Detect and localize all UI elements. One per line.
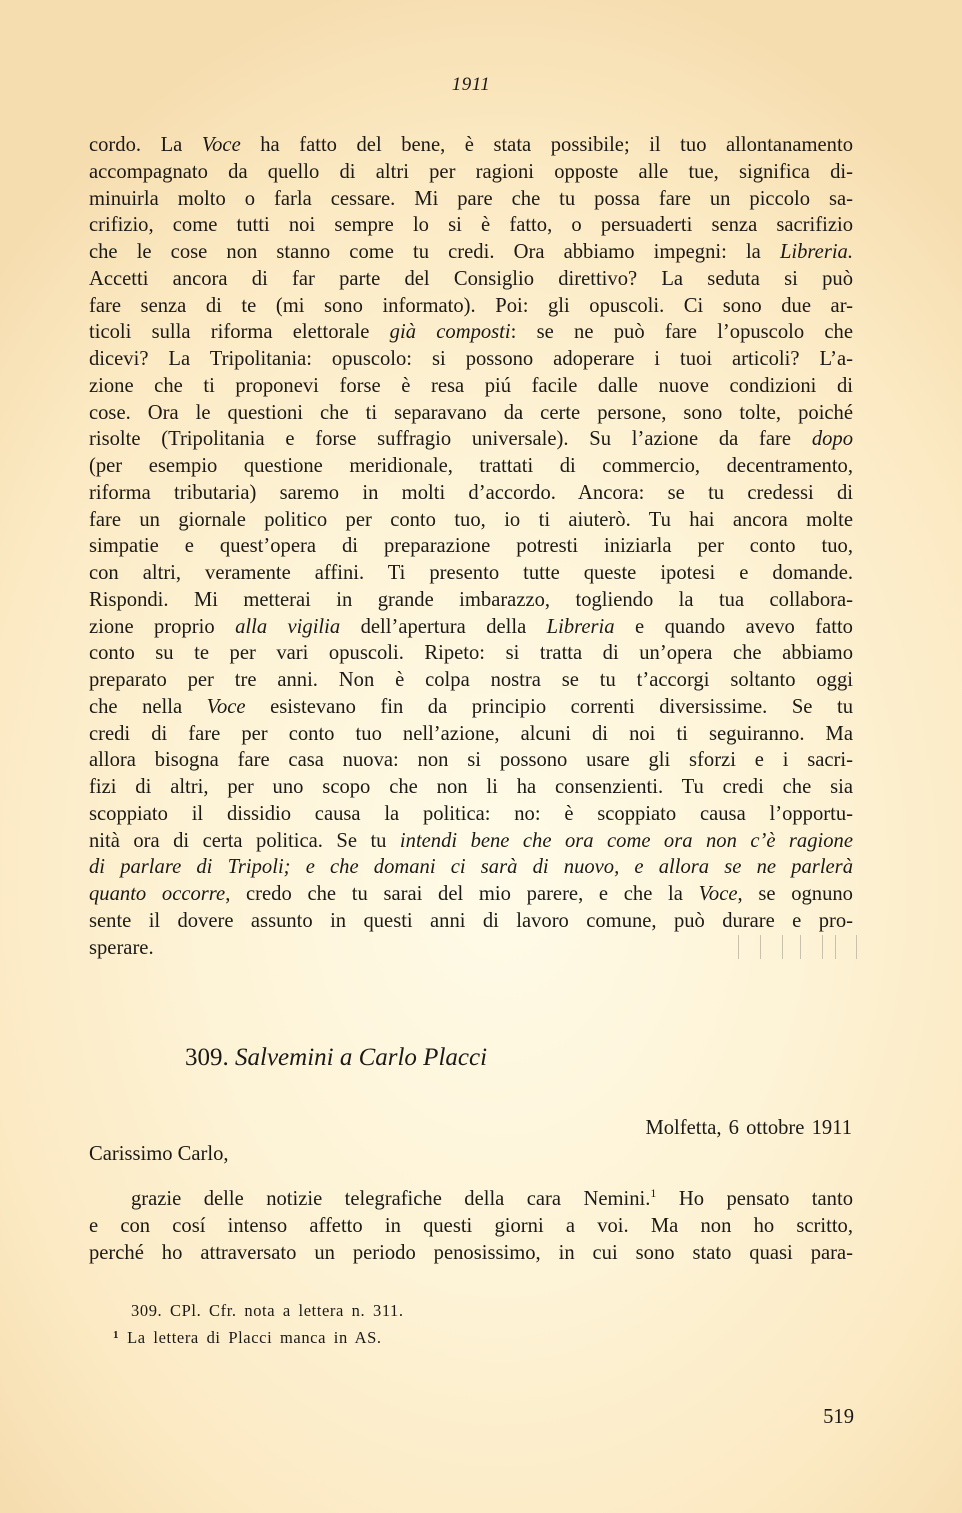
- letter-title: Salvemini a Carlo Placci: [235, 1044, 488, 1071]
- text-line: [89, 266, 853, 293]
- text-run: risolte (Tripolitania e forse suffragio universale). Su l’azione da fare: [89, 428, 812, 451]
- text-line: [89, 212, 853, 239]
- footnotes: [113, 1298, 404, 1350]
- italic-text-run: di parlare di Tripoli; e che domani ci sarà di nuovo, e allora se ne parlerà: [89, 856, 853, 879]
- italic-text-run: Voce: [201, 134, 241, 156]
- text-run: ticoli sulla riforma elettorale: [89, 321, 390, 344]
- text-line: [89, 373, 853, 400]
- scan-artifact-marks: [730, 935, 860, 965]
- text-line: [89, 453, 853, 480]
- text-run: nità ora di certa politica. Se tu: [89, 829, 400, 852]
- letter-body: [89, 1186, 853, 1266]
- text-line: [89, 293, 853, 320]
- text-run: scoppiato il dissidio causa la politica: no: è scoppiato causa l’opportu-: [89, 802, 853, 825]
- italic-text-run: intendi bene che ora come ora non c’è ragione: [399, 829, 853, 852]
- text-run: , credo che tu sarai del mio parere, e che la: [225, 883, 699, 905]
- text-line: [89, 239, 853, 266]
- text-run: cordo. La: [89, 134, 202, 156]
- letter-number: 309.: [185, 1044, 229, 1071]
- text-run: crifizio, come tutti noi sempre lo si è fatto, o persuaderti senza sacrifizio: [89, 214, 853, 237]
- italic-text-run: quanto occorre: [89, 883, 226, 905]
- footnote-mark: 1: [113, 1329, 120, 1341]
- text-line: [89, 881, 853, 908]
- text-run: con altri, veramente affini. Ti presento tutte queste ipotesi e domande.: [89, 562, 853, 584]
- footnote: [131, 1298, 404, 1323]
- text-run: che nella: [89, 695, 207, 718]
- text-line: [89, 186, 853, 213]
- italic-text-run: alla vigilia: [235, 615, 341, 638]
- text-run: e con cosí intenso affetto in questi giorni a voi. Ma non ho scritto,: [89, 1214, 853, 1237]
- letter-place-date: Molfetta, 6 ottobre 1911: [645, 1117, 852, 1139]
- italic-text-run: Voce: [698, 883, 738, 905]
- text-line: [89, 132, 853, 159]
- italic-text-run: già composti: [389, 321, 511, 344]
- text-run: dell’apertura della: [340, 615, 547, 638]
- text-run: Ho pensato tanto: [656, 1188, 853, 1210]
- text-run: sperare.: [89, 936, 154, 959]
- text-line: [89, 480, 853, 507]
- text-run: perché ho attraversato un periodo penosissimo, in cui sono stato quasi para-: [89, 1241, 853, 1264]
- text-run: zione che ti proponevi forse è resa piú facile dalle nuove condizioni di: [89, 374, 853, 397]
- text-run: accompagnato da quello di altri per ragioni opposte alle tue, significa di-: [89, 160, 853, 183]
- footnote-text: 309. CPl. Cfr. nota a lettera n. 311.: [131, 1301, 404, 1320]
- text-line: [89, 346, 853, 373]
- text-line: [89, 159, 853, 186]
- text-run: sente il dovere assunto in questi anni di lavoro comune, può durare e pro-: [89, 909, 853, 932]
- text-run: ha fatto del bene, è stata possibile; il tuo allontanamento: [240, 134, 853, 156]
- text-run: minuirla molto o farla cessare. Mi pare che tu possa fare un piccolo sa-: [89, 187, 853, 210]
- text-line: [89, 908, 853, 935]
- text-run: riforma tributaria) saremo in molti d’accordo. Ancora: se tu credessi di: [89, 481, 853, 504]
- text-line: [89, 667, 853, 694]
- text-run: fizi di altri, per uno scopo che non li ha consenzienti. Tu credi che sia: [89, 776, 853, 798]
- text-run: Accetti ancora di far parte del Consiglio direttivo? La seduta si può: [89, 267, 853, 290]
- text-line: [89, 507, 853, 534]
- text-run: (per esempio questione meridionale, trattati di commercio, decentramento,: [89, 455, 853, 477]
- text-line: [89, 694, 853, 721]
- text-run: e quando avevo fatto: [614, 615, 853, 638]
- text-line: [89, 1240, 853, 1267]
- footnote-reference: 1: [650, 1186, 657, 1200]
- text-line: [89, 801, 853, 828]
- text-run: conto su te per vari opuscoli. Ripeto: si tratta di un’opera che abbiamo: [89, 642, 853, 665]
- text-line: [89, 1186, 853, 1213]
- text-run: esistevano fin da principio correnti diversissime. Se tu: [245, 695, 853, 718]
- italic-text-run: Voce: [206, 695, 246, 718]
- text-run: fare senza di te (mi sono informato). Poi: gli opuscoli. Ci sono due ar-: [89, 294, 853, 317]
- text-line: [89, 426, 853, 453]
- text-line: [89, 774, 853, 801]
- text-run: Rispondi. Mi metterai in grande imbarazzo, togliendo la tua collabora-: [89, 588, 853, 611]
- text-line: [89, 640, 853, 667]
- footnote-text: La lettera di Placci manca in AS.: [127, 1328, 382, 1347]
- text-line: [89, 1213, 853, 1240]
- continued-letter-body: [89, 132, 853, 961]
- text-run: dicevi? La Tripolitania: opuscolo: si possono adoperare i tuoi articoli? L’a-: [89, 348, 853, 370]
- text-run: allora bisogna fare casa nuova: non si possono usare gli sforzi e i sacri-: [89, 749, 853, 772]
- letter-heading: [185, 1044, 487, 1072]
- text-run: : se ne può fare l’opuscolo che: [510, 321, 853, 344]
- text-run: grazie delle notizie telegrafiche della cara Nemini.: [131, 1188, 651, 1210]
- text-line: [89, 587, 853, 614]
- text-run: zione proprio: [89, 615, 236, 638]
- page-number: 519: [823, 1406, 854, 1428]
- text-run: fare un giornale politico per conto tuo, io ti aiuterò. Tu hai ancora molte: [89, 508, 853, 531]
- text-run: simpatie e quest’opera di preparazione potresti iniziarla per conto tuo,: [89, 535, 853, 558]
- italic-text-run: dopo: [811, 428, 853, 451]
- text-run: preparato per tre anni. Non è colpa nostra se tu t’accorgi soltanto oggi: [89, 669, 853, 691]
- letter-salutation: Carissimo Carlo,: [89, 1143, 229, 1165]
- running-head: 1911: [451, 74, 491, 95]
- italic-text-run: Libreria: [546, 615, 615, 638]
- text-line: [89, 560, 853, 587]
- text-line: [89, 614, 853, 641]
- text-run: credi di fare per conto tuo nell’azione, alcuni di noi ti seguiranno. Ma: [89, 722, 853, 745]
- italic-text-run: Libreria.: [779, 241, 853, 263]
- text-run: che le cose non stanno come tu credi. Ora abbiamo impegni: la: [89, 241, 780, 263]
- text-line: [89, 721, 853, 748]
- text-line: [89, 400, 853, 427]
- text-line: [89, 319, 853, 346]
- text-run: , se ognuno: [737, 883, 853, 905]
- text-line: [89, 747, 853, 774]
- text-run: cose. Ora le questioni che ti separavano da certe persone, sono tolte, poiché: [89, 401, 853, 424]
- footnote: [113, 1323, 404, 1350]
- text-line: [89, 533, 853, 560]
- text-line: [89, 854, 853, 881]
- text-line: [89, 828, 853, 855]
